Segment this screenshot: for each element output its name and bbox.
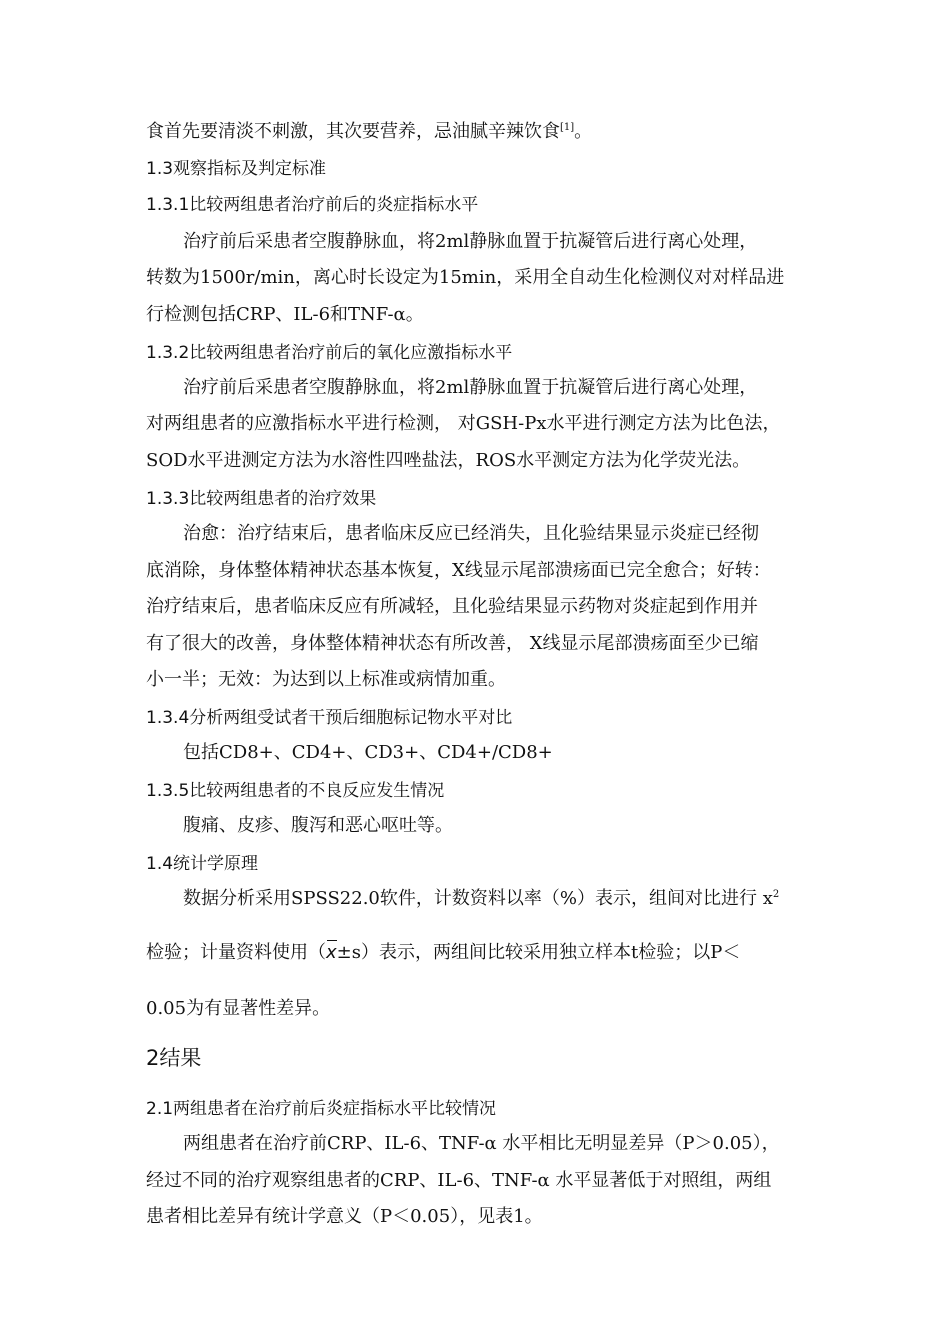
paragraph-line: 腹痛、皮疹、腹泻和恶心呕吐等。 bbox=[183, 815, 453, 836]
paragraph-line: 有了很大的改善，身体整体精神状态有所改善， X线显示尾部溃疡面至少已缩 bbox=[146, 633, 759, 654]
paragraph-line: 对两组患者的应激指标水平进行检测， 对GSH-Px水平进行测定方法为比色法， bbox=[146, 413, 781, 434]
paragraph-line: 转数为1500r/min，离心时长设定为15min，采用全自动生化检测仪对对样品进 bbox=[146, 267, 785, 288]
superscript-exponent: 2 bbox=[772, 889, 780, 900]
paragraph-line: 治疗结束后，患者临床反应有所减轻，且化验结果显示药物对炎症起到作用并 bbox=[146, 596, 758, 617]
x-bar-symbol: x bbox=[326, 942, 337, 963]
paragraph-line: 两组患者在治疗前CRP、IL-6、TNF-α 水平相比无明显差异（P＞0.05）， bbox=[183, 1133, 780, 1154]
paragraph-line: 数据分析采用SPSS22.0软件，计数资料以率（%）表示，组间对比进行 $x^2$ bbox=[183, 888, 780, 909]
paragraph-line: SOD水平进测定方法为水溶性四唑盐法，ROS水平测定方法为化学荧光法。 bbox=[146, 450, 751, 471]
paragraph-line: 行检测包括CRP、IL-6和TNF-α。 bbox=[146, 304, 424, 325]
chapter-heading: 2结果 bbox=[146, 1046, 202, 1070]
paragraph-line: 治疗前后采患者空腹静脉血，将2ml静脉血置于抗凝管后进行离心处理， bbox=[183, 377, 758, 398]
subsection-heading: 1.3.5比较两组患者的不良反应发生情况 bbox=[146, 781, 445, 801]
paragraph-line: 患者相比差异有统计学意义（P＜0.05），见表1。 bbox=[146, 1206, 543, 1227]
paragraph-line: 食首先要清淡不刺激，其次要营养，忌油腻辛辣饮食[1]。 bbox=[146, 121, 593, 142]
paragraph-line: 治疗前后采患者空腹静脉血，将2ml静脉血置于抗凝管后进行离心处理， bbox=[183, 231, 758, 252]
paragraph-line: 包括CD8+、CD4+、CD3+、CD4+/CD8+ bbox=[183, 742, 553, 763]
section-heading: 1.4统计学原理 bbox=[146, 854, 259, 874]
subsection-heading: 1.3.1比较两组患者治疗前后的炎症指标水平 bbox=[146, 195, 479, 215]
section-heading: 1.3观察指标及判定标准 bbox=[146, 159, 327, 179]
subsection-heading: 1.3.4分析两组受试者干预后细胞标记物水平对比 bbox=[146, 708, 513, 728]
citation-superscript: [1] bbox=[560, 122, 575, 133]
subsection-heading: 1.3.2比较两组患者治疗前后的氧化应激指标水平 bbox=[146, 343, 513, 363]
paragraph-line: 小一半；无效：为达到以上标准或病情加重。 bbox=[146, 669, 506, 690]
paragraph-line: 治愈：治疗结束后，患者临床反应已经消失，且化验结果显示炎症已经彻 bbox=[183, 523, 759, 544]
subsection-heading: 1.3.3比较两组患者的治疗效果 bbox=[146, 489, 377, 509]
paragraph-line: 经过不同的治疗观察组患者的CRP、IL-6、TNF-α 水平显著低于对照组，两组 bbox=[146, 1170, 772, 1191]
paragraph-line: 0.05为有显著性差异。 bbox=[146, 998, 331, 1019]
subsection-heading: 2.1两组患者在治疗前后炎症指标水平比较情况 bbox=[146, 1099, 497, 1119]
paragraph-line: 底消除，身体整体精神状态基本恢复，X线显示尾部溃疡面已完全愈合；好转： bbox=[146, 560, 771, 581]
paragraph-line: 检验；计量资料使用（x±s）表示，两组间比较采用独立样本t检验；以P＜ bbox=[146, 942, 741, 963]
